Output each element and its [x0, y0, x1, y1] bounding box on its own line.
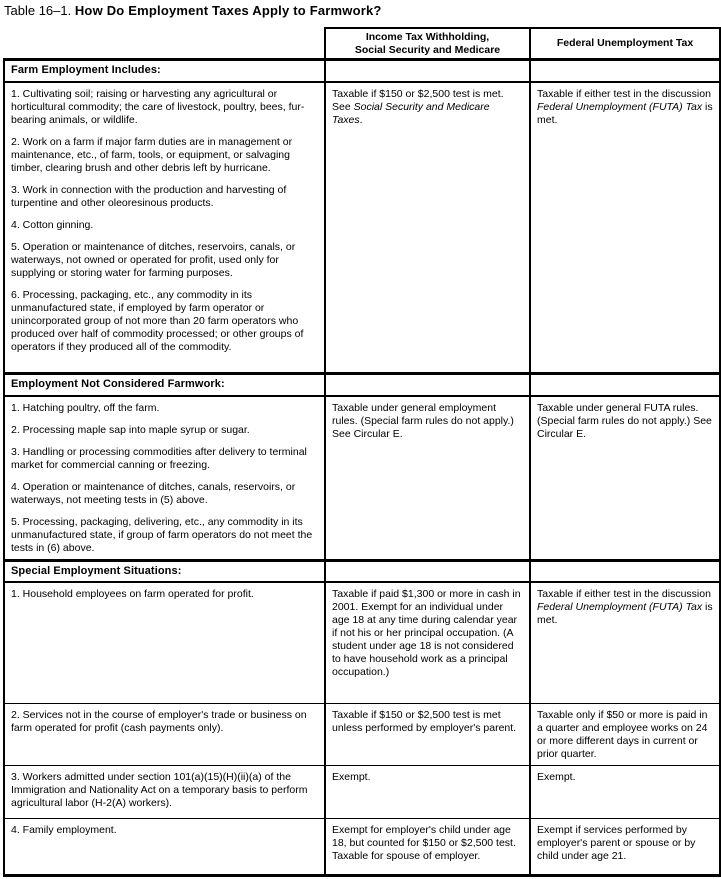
- section-header-row-special: [4, 560, 720, 582]
- farmwork-tax-table: [3, 27, 721, 877]
- futa-cell: [530, 82, 720, 374]
- cell-text-italic: Federal Unemployment (FUTA) Tax: [537, 100, 703, 113]
- column-header-futa: Federal Unemployment Tax: [530, 28, 720, 60]
- section-header-special: Special Employment Situations:: [4, 560, 325, 582]
- section-header-empty-cell: [530, 560, 720, 582]
- special-row-household-employees: [4, 582, 720, 703]
- section-header-not-farmwork: Employment Not Considered Farmwork:: [4, 374, 325, 396]
- cell-text: Taxable if paid $1,300 or more in cash in 2001. Exempt for an individual under age 18 at any time during calendar year if not his or her principal occupation. (A student under age 18 is not considered to have household work as a principal occupation.): [332, 588, 521, 678]
- futa-cell: [530, 582, 720, 703]
- section-header-empty-cell: [325, 560, 530, 582]
- cell-text-italic: Federal Unemployment (FUTA) Tax: [537, 601, 703, 613]
- situation-cell: 3. Workers admitted under section 101(a)(15)(H)(ii)(a) of the Immigration and Nationality Act on a temporary basis to perform agricultural labor (H-2(A) workers).: [4, 765, 325, 818]
- special-row-family-employment: [4, 818, 720, 875]
- futa-cell: [530, 765, 720, 818]
- section-header-farm-employment: Farm Employment Includes:: [4, 60, 325, 82]
- column-header-income-tax: [325, 28, 530, 60]
- list-item: 5. Operation or maintenance of ditches, reservoirs, canals, or waterways, not owned or operated for profit, used only for supplying or storing water for farming purposes.: [11, 240, 296, 279]
- list-item: 6. Processing, packaging, etc., any commodity in its unmanufactured state, if employed by farm operator or unincorporated group of not more than 20 farm operators who produced over half of commodity processed; or other groups of operators if they produced all of the commodity.: [11, 288, 304, 353]
- list-item: 4. Cotton ginning.: [11, 218, 94, 231]
- list-item: 2. Work on a farm if major farm duties are in management or maintenance, etc., of farm, tools, or equipment, or salvaging timber, clearing brush and other debris left by hurricane.: [11, 135, 293, 174]
- futa-cell: [530, 703, 720, 765]
- section-header-empty-cell: [530, 60, 720, 82]
- income-tax-cell: [325, 818, 530, 875]
- list-item: 2. Processing maple sap into maple syrup or sugar.: [11, 423, 250, 436]
- income-tax-cell: [325, 82, 530, 374]
- cell-text: .: [359, 113, 363, 126]
- situation-cell: 2. Services not in the course of employer's trade or business on farm operated for profit (cash payments only).: [4, 703, 325, 765]
- situation-cell: 1. Household employees on farm operated for profit.: [4, 582, 325, 703]
- page-title: [0, 0, 721, 18]
- section-header-empty-cell: [530, 374, 720, 396]
- header-blank-cell: [4, 28, 325, 60]
- column-header-row: [4, 28, 720, 60]
- income-tax-cell: [325, 582, 530, 703]
- section-header-row-not-farmwork: [4, 374, 720, 396]
- futa-cell: [530, 396, 720, 561]
- cell-text: Taxable if $150 or $2,500 test is met unless performed by employer's parent.: [332, 708, 517, 734]
- cell-text: Exempt.: [332, 770, 371, 783]
- list-item: 1. Hatching poultry, off the farm.: [11, 401, 160, 414]
- column-header-income-line2: Social Security and Medicare: [354, 43, 501, 56]
- farm-employment-body-row: [4, 82, 720, 374]
- cell-text: Exempt.: [537, 770, 576, 783]
- cell-text: Exempt for employer's child under age 18, but counted for $150 or $2,500 test. Taxable for spouse of employer.: [332, 823, 516, 862]
- list-item: 4. Operation or maintenance of ditches, canals, reservoirs, or waterways, not meeting tests in (5) above.: [11, 480, 296, 506]
- cell-text: Taxable if either test in the discussion: [537, 87, 711, 100]
- table-title-text: How Do Employment Taxes Apply to Farmwork?: [74, 3, 382, 18]
- income-tax-cell: [325, 765, 530, 818]
- special-row-services-not-in-trade: [4, 703, 720, 765]
- table-number-label: Table 16–1.: [4, 3, 75, 18]
- list-item: 3. Handling or processing commodities after delivery to terminal market for commercial canning or freezing.: [11, 445, 307, 471]
- not-farmwork-body-row: [4, 396, 720, 561]
- section-header-row-farm-employment: [4, 60, 720, 82]
- special-row-h2a-workers: [4, 765, 720, 818]
- section-header-empty-cell: [325, 60, 530, 82]
- column-header-income-line1: Income Tax Withholding,: [365, 31, 490, 43]
- section-header-empty-cell: [325, 374, 530, 396]
- cell-text: Taxable if $150 or $2,500 test is met. See: [332, 87, 504, 113]
- situation-cell: 4. Family employment.: [4, 818, 325, 875]
- cell-text: Taxable only if $50 or more is paid in a quarter and employee works on 24 or more different days in current or prior quarter.: [537, 708, 708, 760]
- cell-text: Exempt if services performed by employer's parent or spouse or by child under age 21.: [537, 823, 696, 862]
- income-tax-cell: [325, 396, 530, 561]
- cell-text: is met.: [537, 601, 713, 626]
- farm-employment-items-cell: [4, 82, 325, 374]
- futa-cell: [530, 818, 720, 875]
- list-item: 3. Work in connection with the production and harvesting of turpentine and other oleoresinous products.: [11, 183, 287, 209]
- not-farmwork-items-cell: [4, 396, 325, 561]
- income-tax-cell: [325, 703, 530, 765]
- list-item: 5. Processing, packaging, delivering, etc., any commodity in its unmanufactured state, if group of farm operators do not meet the tests in (6) above.: [11, 515, 313, 554]
- cell-text-italic: Social Security and Medicare Taxes: [332, 100, 490, 126]
- list-item: 1. Cultivating soil; raising or harvesting any agricultural or horticultural commodity; the care of livestock, poultry, bees, fur-bearing animals, or wildlife.: [11, 87, 305, 126]
- cell-text: Taxable under general employment rules. (Special farm rules do not apply.) See Circular E.: [332, 401, 514, 440]
- cell-text: is met.: [537, 100, 713, 126]
- cell-text: Taxable if either test in the discussion: [537, 588, 711, 600]
- cell-text: Taxable under general FUTA rules. (Special farm rules do not apply.) See Circular E.: [537, 401, 712, 440]
